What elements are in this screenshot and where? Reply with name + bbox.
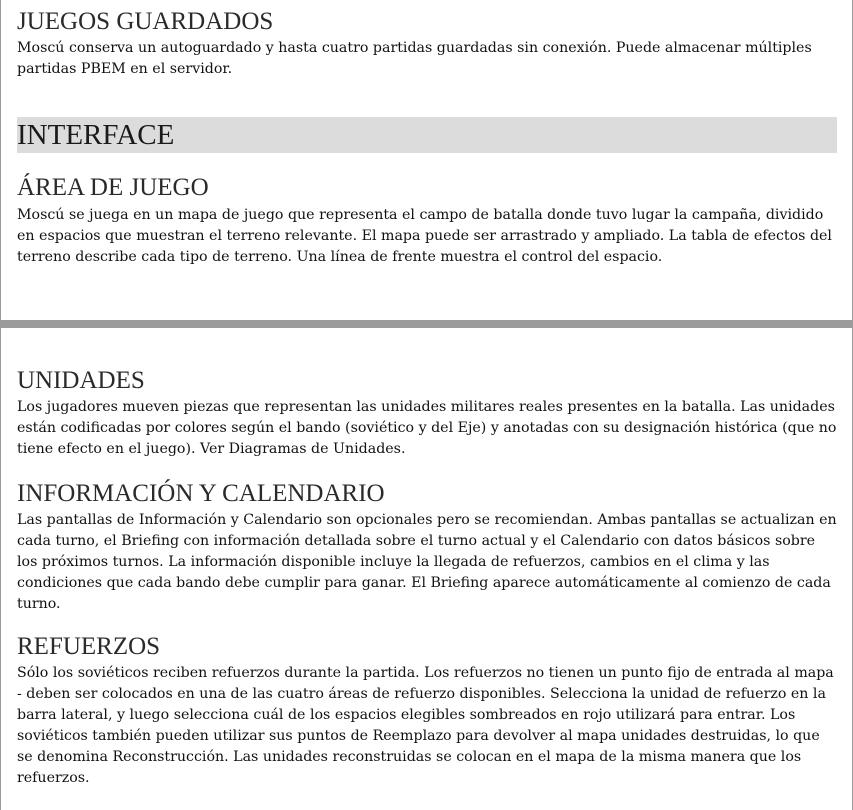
section-title-units: UNIDADES	[17, 367, 145, 394]
section-title-game-area: ÁREA DE JUEGO	[17, 174, 209, 201]
section-text-info-calendar: Las pantallas de Información y Calendario son opcionales pero se recomiendan. Ambas pantallas se actualizan en cada turno, el Briefing con información detallada sobre el turno actual y el Calendario con datos básicos sobre los próximos turnos. La información disponible incluye la llegada de refuerzos, cambios en el clima y las condiciones que cada bando debe cumplir para ganar. El Briefing aparece automáticamente al comienzo de cada turno.	[17, 512, 837, 612]
page-separator	[0, 320, 853, 327]
section-title-info-calendar: INFORMACIÓN Y CALENDARIO	[17, 480, 385, 507]
document-page-2	[0, 327, 853, 810]
section-text-reinforcements: Sólo los soviéticos reciben refuerzos durante la partida. Los refuerzos no tienen un punto fijo de entrada al mapa - deben ser colocados en una de las cuatro áreas de refuerzo disponibles. Selecciona la unidad de refuerzo en la barra lateral, y luego selecciona cuál de los espacios elegibles sombreados en rojo utilizará para entrar. Los soviéticos también pueden utilizar sus puntos de Reemplazo para devolver al mapa unidades destruidas, lo que se denomina Reconstrucción. Las unidades reconstruidas se colocan en el mapa de la misma manera que los refuerzos.	[17, 665, 834, 786]
section-title-reinforcements: REFUERZOS	[17, 633, 161, 660]
section-text-units: Los jugadores mueven piezas que representan las unidades militares reales presentes en la batalla. Las unidades están codificadas por colores según el bando (soviético y del Eje) y anotadas con su designación histórica (que no tiene efecto en el juego). Ver Diagramas de Unidades.	[17, 399, 837, 457]
interface-heading-band	[17, 117, 837, 153]
section-text-game-area: Moscú se juega en un mapa de juego que representa el campo de batalla donde tuvo lugar la campaña, dividido en espacios que muestran el terreno relevante. El mapa puede ser arrastrado y ampliado. La tabla de efectos del terreno describe cada tipo de terreno. Una línea de frente muestra el control del espacio.	[17, 207, 832, 265]
document-page-1	[0, 0, 853, 321]
section-text-saved-games: Moscú conserva un autoguardado y hasta cuatro partidas guardadas sin conexión. Puede almacenar múltiples partidas PBEM en el servidor.	[17, 40, 812, 77]
chapter-title-interface: INTERFACE	[17, 119, 175, 151]
section-title-saved-games: JUEGOS GUARDADOS	[17, 8, 274, 35]
